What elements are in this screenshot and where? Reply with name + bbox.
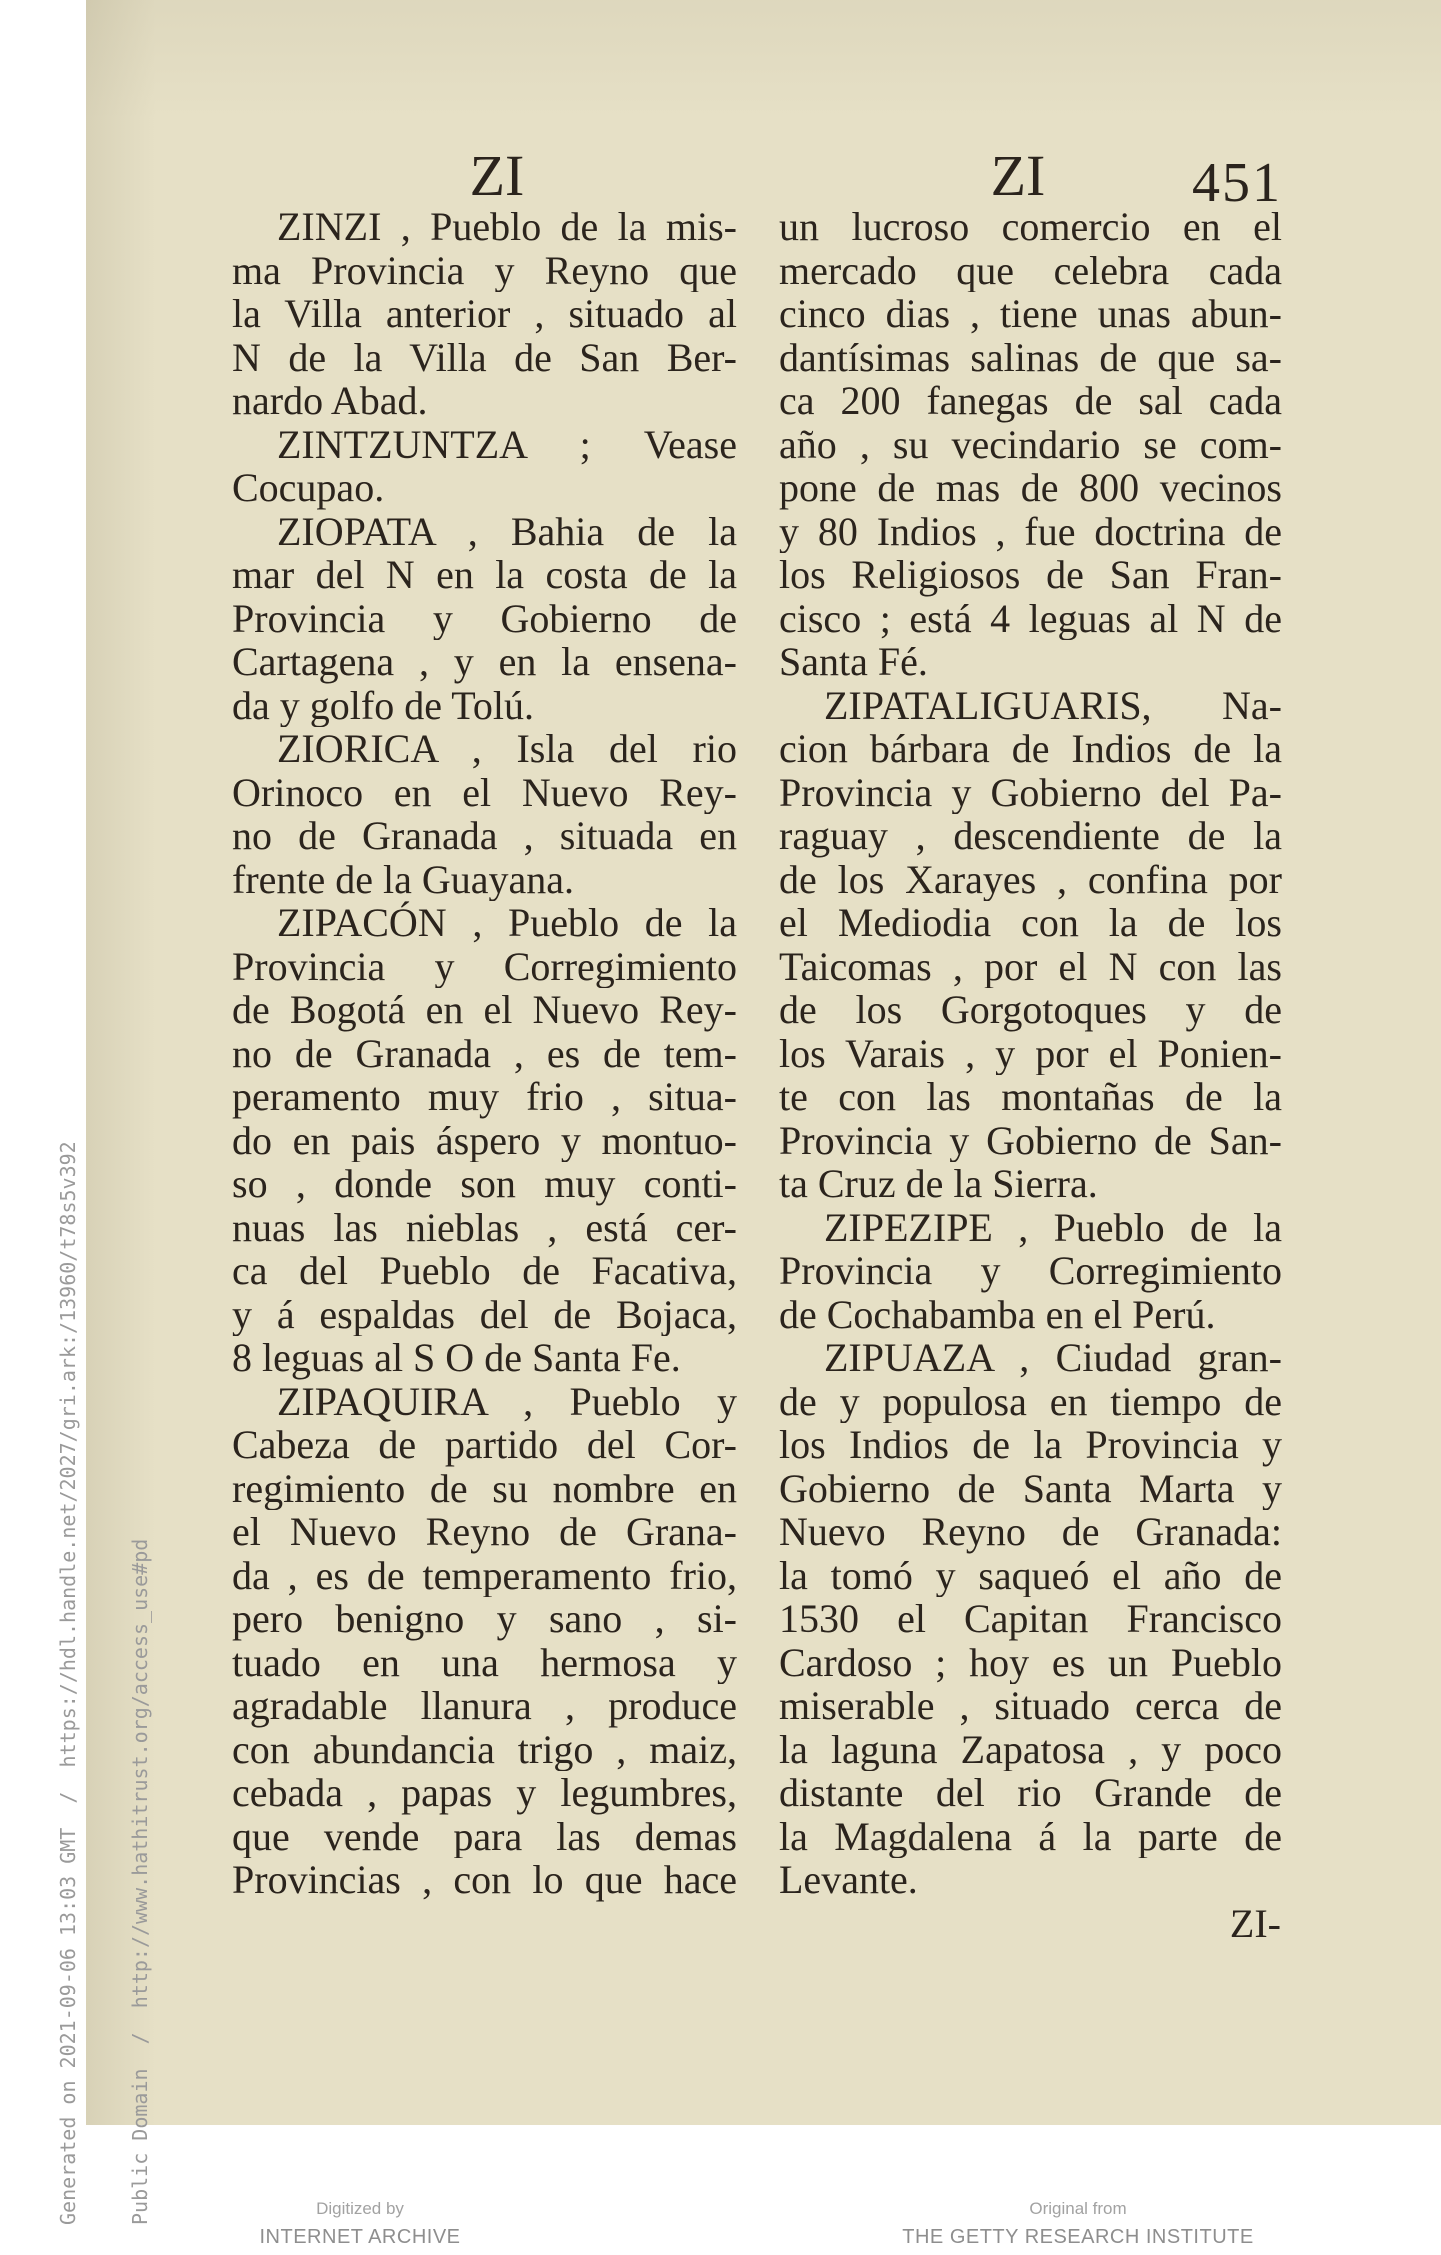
text-line: de y populosa en tiempo de: [779, 1379, 1282, 1423]
original-from-label: Original from: [1029, 2199, 1127, 2218]
text-line: agradable llanura , produce: [232, 1684, 737, 1728]
text-line: ZIPATALIGUARIS, Na-: [824, 683, 1282, 727]
text-line: nuas las nieblas , está cer-: [232, 1205, 737, 1249]
text-line: la Magdalena á la parte de: [779, 1814, 1282, 1858]
text-line: mar del N en la costa de la: [232, 553, 737, 597]
text-line: de los Xarayes , confina por: [779, 857, 1282, 901]
text-line: ZIPEZIPE , Pueblo de la: [824, 1205, 1282, 1249]
text-line: la laguna Zapatosa , y poco: [779, 1727, 1282, 1771]
text-line: 1530 el Capitan Francisco: [779, 1597, 1282, 1641]
text-line: no de Granada , es de tem-: [232, 1031, 737, 1075]
text-line: Cocupao.: [232, 466, 385, 510]
digitizer-name: INTERNET ARCHIVE: [259, 2226, 461, 2248]
text-line: cinco dias , tiene unas abun-: [779, 292, 1282, 336]
original-institution-name: THE GETTY RESEARCH INSTITUTE: [902, 2226, 1254, 2248]
text-line: ZIOPATA , Bahia de la: [277, 509, 737, 553]
running-head-right: ZI: [990, 143, 1046, 208]
text-line: raguay , descendiente de la: [779, 814, 1282, 858]
dictionary-entry: [232, 423, 737, 510]
text-line: Provincias , con lo que hace: [232, 1858, 737, 1902]
text-line: dantísimas salinas de que sa-: [779, 335, 1282, 379]
catchword: ZI-: [1229, 1901, 1281, 1946]
text-line: de Bogotá en el Nuevo Rey-: [232, 988, 737, 1032]
text-line: Provincia y Gobierno del Pa-: [779, 770, 1282, 814]
text-line: y á espaldas del de Bojaca,: [232, 1292, 737, 1336]
text-line: la tomó y saqueó el año de: [779, 1553, 1282, 1597]
text-line: los Indios de la Provincia y: [779, 1423, 1282, 1467]
text-line: cion bárbara de Indios de la: [779, 727, 1282, 771]
text-line: nardo Abad.: [232, 379, 428, 423]
text-line: con abundancia trigo , maiz,: [232, 1727, 737, 1771]
text-line: Orinoco en el Nuevo Rey-: [232, 770, 737, 814]
dictionary-entry: [232, 205, 737, 423]
digitized-by-label: Digitized by: [316, 2199, 404, 2218]
watermark-generated-line: Generated on 2021-09-06 13:03 GMT / https://hdl.handle.net/2027/gri.ark:/13960/t78s5v392: [56, 1141, 80, 2225]
text-line: pone de mas de 800 vecinos: [779, 466, 1282, 510]
text-line: frente de la Guayana.: [232, 857, 575, 901]
text-line: Cardoso ; hoy es un Pueblo: [779, 1640, 1282, 1684]
dictionary-entry: [779, 205, 1282, 684]
text-line: ZINZI , Pueblo de la mis-: [277, 205, 737, 249]
text-line: da , es de temperamento frio,: [232, 1553, 737, 1597]
text-line: so , donde son muy conti-: [232, 1162, 737, 1206]
text-line: Levante.: [779, 1858, 918, 1902]
text-line: 8 leguas al S O de Santa Fe.: [232, 1336, 681, 1380]
dictionary-entry: [779, 1206, 1282, 1337]
text-line: ca 200 fanegas de sal cada: [779, 379, 1282, 423]
text-line: ZIPAQUIRA , Pueblo y: [277, 1379, 737, 1423]
right-text-column: [779, 205, 1282, 1902]
original-from-credit: [828, 2198, 1328, 2249]
text-line: cebada , papas y legumbres,: [232, 1771, 737, 1815]
text-line: y 80 Indios , fue doctrina de: [779, 509, 1282, 553]
text-line: ma Provincia y Reyno que: [232, 248, 737, 292]
watermark-rights-line: Public Domain / http://www.hathitrust.org/access_use#pd: [128, 1538, 152, 2225]
dictionary-entry: [232, 901, 737, 1380]
text-line: Nuevo Reyno de Granada:: [779, 1510, 1282, 1554]
text-line: Provincia y Gobierno de San-: [779, 1118, 1282, 1162]
text-line: regimiento de su nombre en: [232, 1466, 737, 1510]
text-line: Provincia y Corregimiento: [232, 944, 737, 988]
digitized-by-credit: [160, 2198, 560, 2249]
text-line: Provincia y Gobierno de: [232, 596, 737, 640]
text-line: miserable , situado cerca de: [779, 1684, 1282, 1728]
text-line: ZIPACÓN , Pueblo de la: [277, 901, 737, 945]
running-head-left: ZI: [469, 143, 525, 208]
text-line: Gobierno de Santa Marta y: [779, 1466, 1282, 1510]
text-line: te con las montañas de la: [779, 1075, 1282, 1119]
text-line: mercado que celebra cada: [779, 248, 1282, 292]
text-line: peramento muy frio , situa-: [232, 1075, 737, 1119]
text-line: los Religiosos de San Fran-: [779, 553, 1282, 597]
hathitrust-watermark: [8, 1075, 176, 2225]
text-line: el Nuevo Reyno de Grana-: [232, 1510, 737, 1554]
dictionary-entry: [232, 1380, 737, 1902]
text-line: distante del rio Grande de: [779, 1771, 1282, 1815]
text-line: de los Gorgotoques y de: [779, 988, 1282, 1032]
dictionary-entry: [232, 727, 737, 901]
text-line: Santa Fé.: [779, 640, 928, 684]
text-line: ca del Pueblo de Facativa,: [232, 1249, 737, 1293]
text-line: da y golfo de Tolú.: [232, 683, 534, 727]
text-line: tuado en una hermosa y: [232, 1640, 737, 1684]
dictionary-entry: [232, 510, 737, 728]
page-number: 451: [1192, 152, 1282, 214]
dictionary-entry: [779, 684, 1282, 1206]
text-line: N de la Villa de San Ber-: [232, 335, 737, 379]
text-line: ZIORICA , Isla del rio: [277, 727, 737, 771]
left-text-column: [232, 205, 737, 1902]
text-line: ZIPUAZA , Ciudad gran-: [824, 1336, 1282, 1380]
text-line: cisco ; está 4 leguas al N de: [779, 596, 1282, 640]
text-line: Taicomas , por el N con las: [779, 944, 1282, 988]
text-line: un lucroso comercio en el: [779, 205, 1282, 249]
text-line: ta Cruz de la Sierra.: [779, 1162, 1098, 1206]
text-line: no de Granada , situada en: [232, 814, 737, 858]
text-line: el Mediodia con la de los: [779, 901, 1282, 945]
text-line: de Cochabamba en el Perú.: [779, 1292, 1216, 1336]
text-line: pero benigno y sano , si-: [232, 1597, 737, 1641]
text-line: los Varais , y por el Ponien-: [779, 1031, 1282, 1075]
text-line: Provincia y Corregimiento: [779, 1249, 1282, 1293]
text-line: Cabeza de partido del Cor-: [232, 1423, 737, 1467]
text-line: do en pais áspero y montuo-: [232, 1118, 737, 1162]
text-line: año , su vecindario se com-: [779, 422, 1282, 466]
dictionary-entry: [779, 1336, 1282, 1902]
text-line: la Villa anterior , situado al: [232, 292, 737, 336]
text-line: ZINTZUNTZA ; Vease: [277, 422, 737, 466]
text-line: que vende para las demas: [232, 1814, 737, 1858]
text-line: Cartagena , y en la ensena-: [232, 640, 737, 684]
